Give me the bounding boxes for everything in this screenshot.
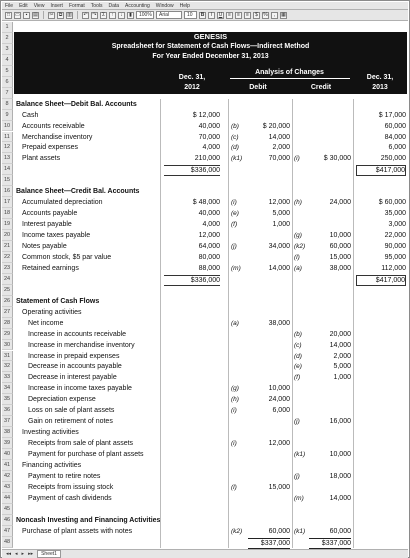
row-header[interactable]: 11 — [2, 132, 13, 143]
sort-desc-icon[interactable]: ↓ — [118, 12, 125, 19]
toolbar-separator — [77, 11, 78, 19]
credit-ref: (b) — [294, 330, 302, 338]
debit-ref: (a) — [231, 319, 239, 327]
cell-credit: 14,000 — [329, 494, 351, 502]
col-header-analysis: Analysis of Changes — [255, 69, 324, 76]
sheet-nav-first-icon[interactable]: ◂◂ — [6, 551, 12, 557]
menu-item-tools[interactable]: Tools — [90, 2, 103, 9]
sheet-nav-last-icon[interactable]: ▸▸ — [28, 551, 34, 557]
cell-credit: 14,000 — [329, 341, 351, 349]
menu-item-window[interactable]: Window — [155, 2, 174, 9]
align-left-icon[interactable]: ≡ — [226, 12, 233, 19]
cell-credit: 24,000 — [329, 199, 351, 207]
row-label: Accounts payable — [22, 210, 78, 218]
debit-ref: (j) — [231, 243, 237, 250]
row-header[interactable]: 1 — [2, 22, 13, 33]
copy-icon[interactable]: ⧉ — [58, 11, 63, 18]
sheet-subtitle: Spreadsheet for Statement of Cash Flows—Indirect Method — [111, 43, 310, 50]
cell-dec31-2012: 12,000 — [198, 232, 220, 240]
cell-debit: 14,000 — [268, 133, 290, 141]
cell-credit: $337,000 — [309, 538, 351, 550]
row-label: Payment to retire notes — [28, 472, 101, 480]
cell-dec31-2012: 64,000 — [198, 243, 220, 250]
row-header[interactable]: 41 — [2, 460, 13, 471]
menu-item-view[interactable]: View — [33, 2, 45, 9]
cell-dec31-2012: $336,000 — [164, 165, 220, 176]
cell-debit: 12,000 — [268, 199, 290, 207]
underline-icon[interactable]: U — [218, 11, 223, 18]
cell-dec31-2013: 84,000 — [384, 133, 406, 141]
cell-credit: 16,000 — [329, 418, 351, 426]
row-header[interactable]: 36 — [2, 405, 13, 416]
row-header[interactable]: 20 — [2, 230, 13, 241]
cell-credit: 20,000 — [329, 330, 351, 338]
cell-debit: 70,000 — [268, 155, 290, 163]
row-header[interactable]: 14 — [2, 164, 13, 175]
row-label: Statement of Cash Flows — [16, 297, 100, 305]
row-label: Notes payable — [22, 243, 67, 250]
row-label: Increase in income taxes payable — [28, 385, 132, 393]
cell-credit: 60,000 — [329, 527, 351, 535]
debit-ref: (c) — [231, 133, 239, 141]
row-header[interactable]: 31 — [2, 351, 13, 362]
cell-dec31-2013: 250,000 — [380, 155, 406, 163]
column-divider — [353, 99, 354, 548]
row-header[interactable]: 3 — [2, 44, 13, 55]
row-header[interactable]: 6 — [2, 77, 13, 88]
cell-debit: 1,000 — [272, 221, 290, 229]
debit-ref: (f) — [231, 221, 238, 229]
row-header[interactable]: 39 — [2, 438, 13, 449]
cell-dec31-2012: 88,000 — [198, 264, 220, 272]
row-header[interactable]: 27 — [2, 307, 13, 318]
credit-ref: (i) — [294, 155, 300, 163]
row-header[interactable]: 4 — [2, 55, 13, 66]
cell-dec31-2013: 95,000 — [384, 253, 406, 261]
cell-debit: 5,000 — [272, 210, 290, 218]
cell-dec31-2013: $417,000 — [356, 275, 406, 286]
row-label: Increase in accounts receivable — [28, 330, 127, 338]
debit-ref: (k1) — [231, 155, 243, 163]
row-label: Income taxes payable — [22, 232, 91, 240]
worksheet-grid[interactable] — [2, 22, 408, 549]
status-bar — [2, 549, 408, 558]
row-header[interactable]: 19 — [2, 219, 13, 230]
menu-item-accounting[interactable]: Accounting — [125, 2, 150, 9]
row-header[interactable]: 24 — [2, 274, 13, 285]
debit-ref: (k2) — [231, 527, 243, 535]
row-header[interactable]: 34 — [2, 383, 13, 394]
row-header[interactable]: 29 — [2, 329, 13, 340]
undo-icon[interactable]: ↶ — [83, 11, 88, 18]
cell-dec31-2013: $ 17,000 — [378, 111, 406, 119]
paste-icon[interactable]: ▥ — [67, 11, 72, 18]
debit-ref: (d) — [231, 144, 239, 152]
row-label: Net income — [28, 319, 64, 327]
row-label: Investing activities — [22, 429, 79, 437]
sheet-nav-next-icon[interactable]: ▸ — [21, 551, 25, 557]
row-header[interactable]: 32 — [2, 361, 13, 372]
cell-debit: $ 20,000 — [262, 122, 290, 130]
row-header[interactable]: 37 — [2, 416, 13, 427]
menu-bar — [2, 2, 408, 10]
row-label: Increase in prepaid expenses — [28, 352, 120, 360]
cell-dec31-2013: 90,000 — [384, 243, 406, 250]
cell-credit: 2,000 — [333, 352, 351, 360]
credit-ref: (l) — [294, 253, 300, 261]
row-label: Merchandise inventory — [22, 133, 93, 141]
cell-dec31-2013: 6,000 — [388, 144, 406, 152]
col-header-2013-line1: Dec. 31, — [366, 74, 394, 81]
cell-dec31-2012: 80,000 — [198, 253, 220, 261]
percent-icon[interactable]: % — [263, 11, 268, 18]
cell-debit: 14,000 — [268, 264, 290, 272]
font-select[interactable]: Arial — [156, 11, 182, 19]
row-header[interactable]: 13 — [2, 153, 13, 164]
col-header-credit: Credit — [310, 84, 332, 91]
row-label: Decrease in interest payable — [28, 374, 117, 382]
cell-debit: 2,000 — [272, 144, 290, 152]
analysis-underline — [230, 78, 350, 79]
credit-ref: (j) — [294, 472, 300, 480]
row-header[interactable]: 21 — [2, 241, 13, 252]
font-size-select[interactable]: 10 — [184, 11, 197, 19]
chart-icon[interactable]: ▮ — [127, 12, 134, 19]
row-label: Purchase of plant assets with notes — [22, 527, 133, 535]
currency-icon[interactable]: $ — [253, 12, 260, 19]
cell-credit: $ 30,000 — [323, 155, 351, 163]
cell-dec31-2013: 112,000 — [381, 264, 406, 272]
print-icon[interactable]: ▤ — [33, 11, 38, 18]
credit-ref: (k1) — [294, 527, 306, 535]
row-header[interactable]: 10 — [2, 121, 13, 132]
row-header[interactable]: 47 — [2, 526, 13, 537]
cell-dec31-2012: 210,000 — [194, 155, 220, 163]
zoom-select[interactable]: 100% — [136, 11, 154, 19]
row-label: Interest payable — [22, 221, 72, 229]
sort-asc-icon[interactable]: ↑ — [109, 12, 116, 19]
cell-credit: 10,000 — [329, 451, 351, 459]
cell-dec31-2013: 35,000 — [384, 210, 406, 218]
row-label: Retained earnings — [22, 264, 79, 272]
row-header[interactable]: 33 — [2, 372, 13, 383]
borders-icon[interactable]: ▦ — [281, 11, 286, 18]
row-header[interactable]: 12 — [2, 142, 13, 153]
row-label: Payment of cash dividends — [28, 494, 112, 502]
row-label: Depreciation expense — [28, 396, 96, 404]
row-header[interactable]: 5 — [2, 66, 13, 77]
row-header[interactable]: 35 — [2, 394, 13, 405]
row-header[interactable]: 22 — [2, 252, 13, 263]
cell-dec31-2012: 40,000 — [198, 210, 220, 218]
credit-ref: (k2) — [294, 243, 306, 250]
col-header-2013-line2: 2013 — [372, 84, 388, 91]
debit-ref: (i) — [231, 199, 237, 207]
credit-ref: (m) — [294, 494, 304, 502]
row-header[interactable]: 45 — [2, 504, 13, 515]
cell-dec31-2013: 60,000 — [384, 122, 406, 130]
cell-dec31-2013: $417,000 — [356, 165, 406, 176]
row-label: Decrease in accounts payable — [28, 363, 122, 371]
cell-credit: 18,000 — [329, 472, 351, 480]
new-icon[interactable]: □ — [6, 11, 11, 18]
row-header[interactable]: 42 — [2, 471, 13, 482]
cell-debit: 24,000 — [268, 396, 290, 404]
row-label: Receipts from sale of plant assets — [28, 440, 134, 448]
cell-debit: $337,000 — [248, 538, 290, 550]
row-header[interactable]: 18 — [2, 208, 13, 219]
row-label: Prepaid expenses — [22, 144, 79, 152]
column-divider — [228, 99, 229, 548]
row-header[interactable]: 9 — [2, 110, 13, 121]
cell-dec31-2012: 70,000 — [198, 133, 220, 141]
credit-ref: (h) — [294, 199, 302, 207]
cell-dec31-2013: 3,000 — [388, 221, 406, 229]
cell-dec31-2013: $ 60,000 — [378, 199, 406, 207]
row-label: Increase in merchandise inventory — [28, 341, 135, 349]
debit-ref: (e) — [231, 210, 239, 218]
credit-ref: (c) — [294, 341, 302, 349]
row-header[interactable]: 44 — [2, 493, 13, 504]
row-header[interactable]: 7 — [2, 88, 13, 99]
open-icon[interactable]: ▭ — [15, 11, 20, 18]
row-label: Cash — [22, 111, 39, 119]
save-icon[interactable]: ▪ — [23, 12, 30, 19]
row-header[interactable]: 28 — [2, 318, 13, 329]
credit-ref: (e) — [294, 363, 302, 371]
cell-debit: 12,000 — [268, 440, 290, 448]
credit-ref: (d) — [294, 352, 302, 360]
cell-debit: 60,000 — [268, 527, 290, 535]
row-header[interactable]: 23 — [2, 263, 13, 274]
credit-ref: (k1) — [294, 451, 306, 459]
menu-item-edit[interactable]: Edit — [19, 2, 28, 9]
row-header[interactable]: 48 — [2, 537, 13, 548]
row-label: Balance Sheet—Debit Bal. Accounts — [16, 100, 137, 108]
debit-ref: (b) — [231, 122, 239, 130]
sheet-tab[interactable]: Sheet1 — [37, 550, 61, 558]
row-label: Receipts from issuing stock — [28, 483, 114, 491]
italic-icon[interactable]: I — [208, 12, 215, 19]
cell-dec31-2012: 4,000 — [202, 144, 220, 152]
bold-icon[interactable]: B — [200, 11, 205, 18]
menu-item-file[interactable]: File — [5, 2, 14, 9]
credit-ref: (g) — [294, 232, 302, 240]
cut-icon[interactable]: ✂ — [49, 11, 54, 18]
toolbar — [2, 10, 408, 21]
cell-dec31-2012: $336,000 — [164, 275, 220, 286]
debit-ref: (g) — [231, 385, 239, 393]
row-label: Common stock, $5 par value — [22, 253, 112, 261]
row-header[interactable]: 15 — [2, 175, 13, 186]
menu-item-insert[interactable]: Insert — [50, 2, 63, 9]
cell-credit: 38,000 — [329, 264, 351, 272]
row-label: Accumulated depreciation — [22, 199, 103, 207]
row-header[interactable]: 46 — [2, 515, 13, 526]
row-label: Financing activities — [22, 462, 82, 469]
credit-ref: (j) — [294, 418, 300, 426]
cell-debit: 38,000 — [268, 319, 290, 327]
debit-ref: (l) — [231, 483, 237, 491]
cell-dec31-2012: 4,000 — [202, 221, 220, 229]
sheet-title: GENESIS — [193, 32, 228, 41]
cell-credit: 1,000 — [333, 374, 351, 382]
redo-icon[interactable]: ↷ — [92, 11, 97, 18]
debit-ref: (i) — [231, 440, 237, 448]
cell-dec31-2012: $ 48,000 — [192, 199, 220, 207]
col-header-2012-line2: 2012 — [184, 84, 200, 91]
cell-credit: 15,000 — [329, 253, 351, 261]
row-label: Gain on retirement of notes — [28, 418, 113, 426]
cell-debit: 10,000 — [268, 385, 290, 393]
row-label: Loss on sale of plant assets — [28, 407, 115, 415]
toolbar-separator — [43, 11, 44, 19]
cell-dec31-2012: $ 12,000 — [192, 111, 220, 119]
sheet-nav-prev-icon[interactable]: ◂ — [15, 551, 18, 557]
row-label: Payment for purchase of plant assets — [28, 451, 144, 459]
row-header[interactable]: 43 — [2, 482, 13, 493]
row-label: Plant assets — [22, 155, 61, 163]
row-label: Accounts receivable — [22, 122, 85, 130]
cell-credit: 10,000 — [329, 232, 351, 240]
menu-item-format[interactable]: Format — [68, 2, 85, 9]
row-header[interactable]: 40 — [2, 449, 13, 460]
cell-credit: 60,000 — [329, 243, 351, 250]
column-divider — [292, 99, 293, 548]
row-header[interactable]: 17 — [2, 197, 13, 208]
menu-item-data[interactable]: Data — [108, 2, 120, 9]
cell-dec31-2012: 40,000 — [198, 122, 220, 130]
debit-ref: (m) — [231, 264, 241, 272]
cell-debit: 15,000 — [268, 483, 290, 491]
cell-debit: 34,000 — [268, 243, 290, 250]
row-header[interactable]: 26 — [2, 296, 13, 307]
row-header[interactable]: 38 — [2, 427, 13, 438]
align-right-icon[interactable]: ≡ — [244, 12, 251, 19]
col-header-debit: Debit — [249, 84, 267, 91]
col-header-2012-line1: Dec. 31, — [178, 74, 206, 81]
align-center-icon[interactable]: ≡ — [235, 12, 242, 19]
row-label: Balance Sheet—Credit Bal. Accounts — [16, 188, 140, 196]
row-header[interactable]: 25 — [2, 285, 13, 296]
row-header[interactable]: 2 — [2, 33, 13, 44]
sheet-period: For Year Ended December 31, 2013 — [152, 53, 269, 60]
row-header[interactable]: 30 — [2, 340, 13, 351]
row-label: Operating activities — [22, 308, 82, 316]
debit-ref: (i) — [231, 407, 237, 415]
column-divider — [160, 99, 161, 548]
sum-icon[interactable]: Σ — [101, 11, 106, 18]
credit-ref: (a) — [294, 264, 302, 272]
row-label: Noncash Investing and Financing Activities — [16, 516, 161, 524]
row-header[interactable]: 8 — [2, 99, 13, 110]
cell-dec31-2013: 22,000 — [384, 232, 406, 240]
debit-ref: (h) — [231, 396, 239, 404]
cell-debit: 6,000 — [272, 407, 290, 415]
cell-credit: 5,000 — [333, 363, 351, 371]
menu-item-help[interactable]: Help — [179, 2, 190, 9]
comma-icon[interactable]: , — [271, 12, 278, 19]
credit-ref: (f) — [294, 374, 301, 382]
row-header[interactable]: 16 — [2, 186, 13, 197]
